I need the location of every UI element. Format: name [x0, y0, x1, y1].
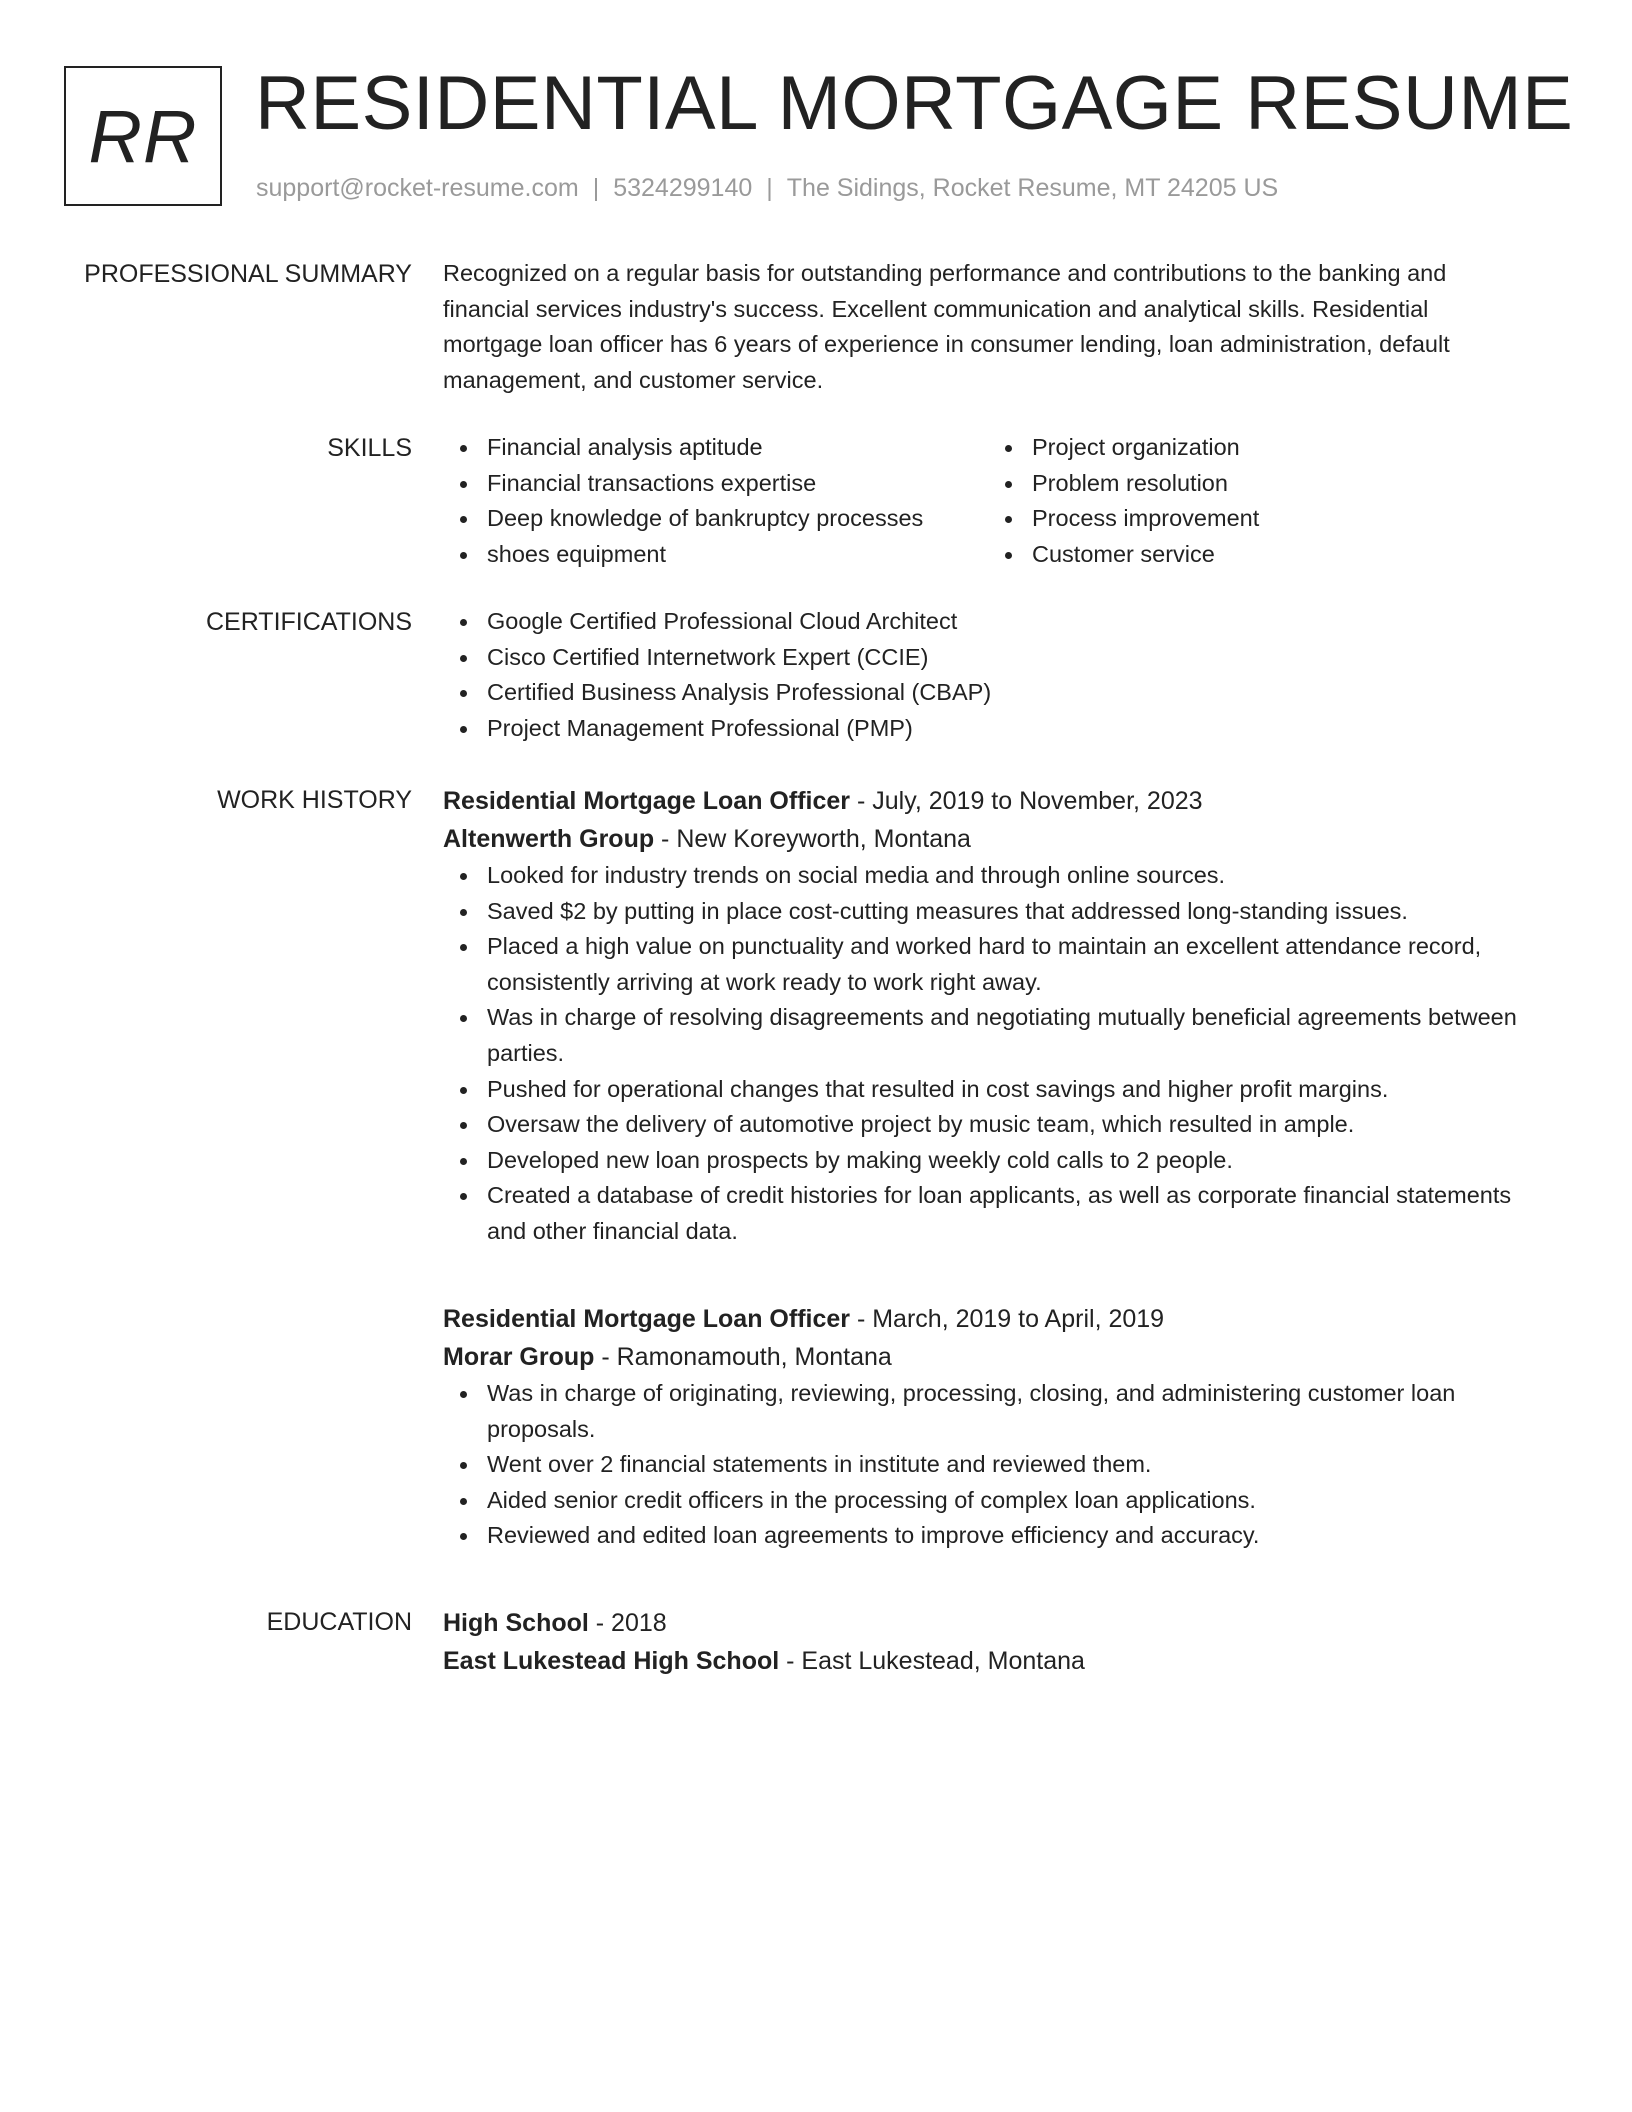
job-location: - Ramonamouth, Montana — [594, 1343, 892, 1371]
job-duty-item: Aided senior credit officers in the processing of complex loan applications. — [443, 1483, 1533, 1519]
skill-item: shoes equipment — [443, 537, 988, 573]
certifications-body — [443, 604, 1533, 746]
education-degree-line — [443, 1604, 1533, 1642]
certification-item: Project Management Professional (PMP) — [443, 711, 1533, 747]
job-title-line — [443, 1300, 1533, 1338]
job-duty-item: Developed new loan prospects by making weekly cold calls to 2 people. — [443, 1143, 1533, 1179]
contact-separator: | — [592, 174, 600, 202]
job-location: - New Koreyworth, Montana — [654, 825, 971, 853]
skills-column-2 — [988, 430, 1488, 572]
education-location: - East Lukestead, Montana — [779, 1647, 1085, 1675]
education-year: - 2018 — [588, 1609, 667, 1637]
resume-title: RESIDENTIAL MORTGAGE RESUME — [255, 61, 1574, 146]
summary-body — [443, 256, 1533, 398]
job-duty-item: Reviewed and edited loan agreements to improve efficiency and accuracy. — [443, 1518, 1533, 1554]
job-company: Altenwerth Group — [443, 825, 655, 853]
job-duty-item: Was in charge of resolving disagreements and negotiating mutually beneficial agreements between parties. — [443, 1000, 1533, 1071]
job-duties-list — [443, 858, 1533, 1250]
section-label-skills: SKILLS — [327, 434, 412, 462]
job-entry — [443, 782, 1533, 1250]
skills-column-1 — [443, 430, 988, 572]
skill-item: Financial transactions expertise — [443, 466, 988, 502]
contact-line — [256, 172, 1278, 204]
summary-text: Recognized on a regular basis for outstanding performance and contributions to the banking and financial services industry's success. Excellent communication and analytical skills. Residential mortgage loan officer has 6 years of experience in consumer lending, loan administration, default management, and customer service. — [443, 260, 1450, 393]
skill-item: Problem resolution — [988, 466, 1488, 502]
job-duty-item: Looked for industry trends on social media and through online sources. — [443, 858, 1533, 894]
job-dates: - March, 2019 to April, 2019 — [850, 1305, 1165, 1333]
job-duty-item: Oversaw the delivery of automotive project by music team, which resulted in ample. — [443, 1107, 1533, 1143]
job-title: Residential Mortgage Loan Officer — [443, 787, 851, 815]
skill-item: Deep knowledge of bankruptcy processes — [443, 501, 988, 537]
education-degree: High School — [443, 1609, 589, 1637]
contact-address: The Sidings, Rocket Resume, MT 24205 US — [786, 174, 1279, 202]
education-school: East Lukestead High School — [443, 1647, 780, 1675]
certification-item: Cisco Certified Internetwork Expert (CCIE) — [443, 640, 1533, 676]
contact-phone: 5324299140 — [613, 174, 753, 202]
job-company-line — [443, 820, 1533, 858]
section-label-education: EDUCATION — [266, 1608, 412, 1636]
section-label-summary: PROFESSIONAL SUMMARY — [84, 260, 412, 288]
certification-item: Certified Business Analysis Professional (CBAP) — [443, 675, 1533, 711]
job-company-line — [443, 1338, 1533, 1376]
contact-separator: | — [766, 174, 773, 202]
section-label-certifications: CERTIFICATIONS — [205, 608, 412, 636]
job-duties-list — [443, 1376, 1533, 1554]
education-school-line — [443, 1642, 1533, 1680]
skill-item: Financial analysis aptitude — [443, 430, 988, 466]
job-duty-item: Was in charge of originating, reviewing, processing, closing, and administering customer loan proposals. — [443, 1376, 1533, 1447]
job-duty-item: Created a database of credit histories for loan applicants, as well as corporate financial statements and other financial data. — [443, 1178, 1533, 1249]
certifications-list — [443, 604, 1533, 746]
skills-body — [443, 430, 1533, 572]
monogram-text: RR — [88, 94, 198, 178]
monogram-logo — [64, 66, 222, 206]
job-duty-item: Saved $2 by putting in place cost-cutting measures that addressed long-standing issues. — [443, 894, 1533, 930]
contact-email: support@rocket-resume.com — [256, 174, 579, 202]
job-title-line — [443, 782, 1533, 820]
section-label-work-history: WORK HISTORY — [217, 786, 412, 814]
certification-item: Google Certified Professional Cloud Architect — [443, 604, 1533, 640]
skill-item: Project organization — [988, 430, 1488, 466]
education-body — [443, 1604, 1533, 1680]
job-company: Morar Group — [443, 1343, 595, 1371]
job-duty-item: Pushed for operational changes that resulted in cost savings and higher profit margins. — [443, 1072, 1533, 1108]
skill-item: Process improvement — [988, 501, 1488, 537]
job-entry — [443, 1300, 1533, 1554]
job-title: Residential Mortgage Loan Officer — [443, 1305, 851, 1333]
job-duty-item: Went over 2 financial statements in institute and reviewed them. — [443, 1447, 1533, 1483]
job-duty-item: Placed a high value on punctuality and worked hard to maintain an excellent attendance record, consistently arriving at work ready to work right away. — [443, 929, 1533, 1000]
skill-item: Customer service — [988, 537, 1488, 573]
job-dates: - July, 2019 to November, 2023 — [850, 787, 1203, 815]
